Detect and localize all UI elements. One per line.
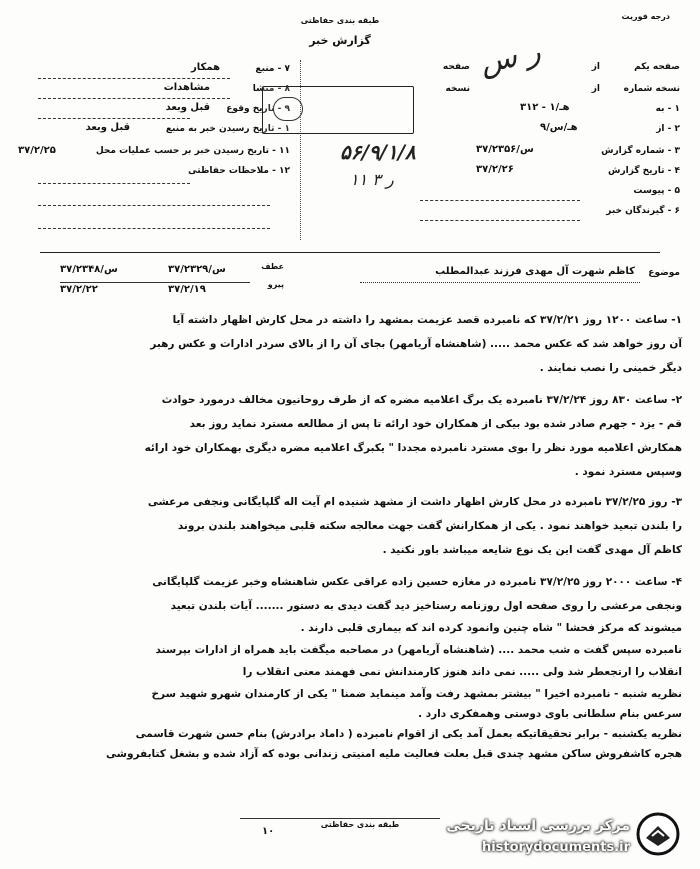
- watermark-url: historydocuments.ir: [481, 840, 630, 855]
- field-7-label: ۷ - منبع: [255, 64, 290, 74]
- ref-label-2: پیرو: [267, 280, 284, 289]
- ref-2-number: ۳۷/۲۳۴۸/س: [60, 264, 118, 275]
- document-title: گزارش خبر: [309, 34, 371, 47]
- from-label-1: از: [591, 62, 600, 72]
- section-rule: [40, 252, 660, 253]
- field-1-value: هـ/۱ - ۳۱۲: [520, 102, 570, 113]
- field-8-rule: [38, 98, 230, 99]
- body-line: نظریه شنبه - نامبرده اخیرا " بیشتر بمشهد رفت وآمد مینماید ضمنا " یکی از کارمندان شهرو شهید سرخ: [151, 688, 682, 700]
- copy-label: نسخه شماره: [623, 84, 680, 94]
- watermark-title: مرکز بررسی اسناد تاریخی: [446, 818, 630, 834]
- body-line: را بلندن تبعید خواهند نمود . یکی از همکارانش گفت جهت معالجه سکته قلبی میخواهند بلندن بروند: [177, 520, 682, 532]
- body-line: انقلاب را ارتجعطر شد ولی ..... نمی داند هنوز کارمندانش نمی فهمند معنی انقلاب را: [242, 666, 682, 678]
- field-3-label: ۳ - شماره گزارش: [601, 146, 680, 156]
- body-line: همکارش اعلامیه مورد نظر را بوی مسترد نامبرده مجددا " یکبرگ اعلامیه مضره دیگری بهمکاران خود ارائه: [144, 442, 682, 454]
- handwritten-number: ۵۶/۹/۱/۸: [340, 140, 416, 164]
- body-line: آن روز خواهد شد که عکس محمد ..... (شاهنشاه آریامهر) بجای آن را از بالای سردر ادارات و عکس رهبر: [150, 338, 682, 350]
- from-label-2: از: [591, 84, 600, 94]
- page-word: صفحه: [442, 62, 470, 72]
- body-line: هجره کاشفروش ساکن مشهد چندی قبل بعلت فعالیت ملیه امنیتی زندانی بوده که آزاد شده و بشغل کتابفروشی: [106, 748, 682, 760]
- field-11-value: ۳۷/۲/۲۵: [18, 145, 56, 156]
- ref-1-date: ۳۷/۲/۱۹: [168, 284, 206, 295]
- field-10-label: ۱ - تاریخ رسیدن خبر به منبع: [165, 124, 290, 134]
- ref-label: عطف: [261, 262, 284, 271]
- field-10-value: قبل وبعد: [85, 122, 130, 133]
- body-line: نظریه یکشنبه - برابر تحقیقاتیکه بعمل آمد یکی از اقوام نامبرده ( داماد برادرش) بنام حسن شهرت قاسمی: [135, 728, 682, 740]
- ref-divider: [60, 282, 250, 283]
- copy-word: نسخه: [445, 84, 470, 94]
- received-stamp: [262, 86, 414, 134]
- right-rule-1: [420, 200, 580, 201]
- classification-label: طبقه بندی حفاظتی: [300, 16, 380, 25]
- footer-page-number: ۱۰: [262, 826, 275, 837]
- field-2-value: ۹/هـ/س: [540, 122, 578, 133]
- body-line: ونجفی مرعشی را روی صفحه اول روزنامه رستاخیز دید گفت دیدی به دستور ....... آیات بلندن تبعید: [170, 600, 682, 612]
- field-9-value: قبل وبعد: [165, 102, 210, 113]
- urgency-label: درجه فوریت: [621, 12, 670, 21]
- body-line: سرعس بنام سلطانی باوی دوستی وهمفکری دارد .: [418, 708, 682, 720]
- field-5-label: ۵ - پیوست: [633, 186, 680, 196]
- ref-2-date: ۳۷/۲/۲۲: [60, 284, 98, 295]
- body-line: وسپس مسترد نمود .: [574, 466, 682, 478]
- field-9-rule: [38, 118, 190, 119]
- field-9-label: ۹ - تاریخ وقوع: [226, 104, 290, 114]
- subject-rule: [360, 282, 640, 283]
- field-1-label: ۱ - به: [655, 104, 680, 114]
- field-7-rule: [38, 78, 230, 79]
- subject-text: کاظم شهرت آل مهدی فرزند عبدالمطلب: [435, 266, 635, 277]
- field-3-value: ۳۷/۲۳۵۶/س: [476, 144, 534, 155]
- field-12-label: ۱۲ - ملاحظات حفاظتی: [188, 166, 290, 176]
- body-line: ۴- ساعت ۲۰۰۰ روز ۳۷/۲/۲۵ نامبرده در مغازه حسین زاده عراقی عکس شاهنشاه وخبر عزیمت گلپایگانی: [152, 576, 682, 588]
- archive-logo-icon: [636, 812, 680, 856]
- field-8-value: مشاهدات: [163, 82, 210, 93]
- field-11-label: ۱۱ - تاریخ رسیدن خبر بر حسب عملیات محل: [95, 146, 290, 156]
- subject-label: موضوع: [648, 268, 680, 278]
- field-4-label: ۴ - تاریخ گزارش: [608, 166, 680, 176]
- body-line: میشوند که مرکز فحشا " شاه چنین وانمود کرده اند که بیماری قلبی دارند .: [300, 622, 682, 634]
- handwritten-note: ۱۱ ر ۳: [350, 170, 394, 189]
- body-line: دیگر خمینی را نصب نمایند .: [539, 362, 682, 374]
- field-8-label: ۸ - منشا: [252, 84, 290, 94]
- handwritten-signature: ر س: [477, 34, 544, 81]
- left-rule-1: [38, 205, 270, 206]
- footer-classification: طبقه بندی حفاظتی: [320, 820, 400, 829]
- body-line: ۳- روز ۳۷/۲/۲۵ نامبرده در محل کارش اظهار داشت از مشهد شنیده ام آیت اله گلپایگانی ونجفی مرعشی: [147, 496, 682, 508]
- body-line: نامبرده سپس گفت ه شب محمد .... (شاهنشاه آریامهر) در مصاحبه میگفت باید همراه از ادارات بپرسند: [155, 644, 682, 656]
- body-line: کاظم آل مهدی گفت این یک نوع شایعه میباشد باور نکنید .: [382, 544, 682, 556]
- body-line: ۱- ساعت ۱۲۰۰ روز ۳۷/۲/۲۱ که نامبرده قصد عزیمت بمشهد را داشته در محل کارش اظهار داشته آیا: [172, 314, 682, 326]
- field-6-label: ۶ - گیرندگان خبر: [606, 206, 680, 216]
- ref-1-number: ۳۷/۲۳۲۹/س: [168, 264, 226, 275]
- field-12-rule: [38, 183, 190, 184]
- field-2-label: ۲ - از: [656, 124, 680, 134]
- body-line: ۲- ساعت ۸۳۰ روز ۳۷/۲/۲۴ نامبرده یک برگ اعلامیه مضره که از طرف روحانیون مخالف درمورد حوادث: [161, 394, 682, 406]
- report-body: [18, 310, 682, 764]
- field-4-value: ۳۷/۲/۲۶: [476, 164, 514, 175]
- body-line: قم - یزد - جهرم صادر شده بود بیکی از همکاران خود ارائه تا پس از مطالعه مسترد نماید روز بعد: [189, 418, 682, 430]
- stamp-seal-icon: [273, 97, 303, 121]
- page-label: صفحه یکم: [634, 62, 680, 72]
- left-rule-2: [38, 228, 270, 229]
- right-rule-2: [420, 220, 580, 221]
- field-7-value: همکار: [191, 62, 220, 73]
